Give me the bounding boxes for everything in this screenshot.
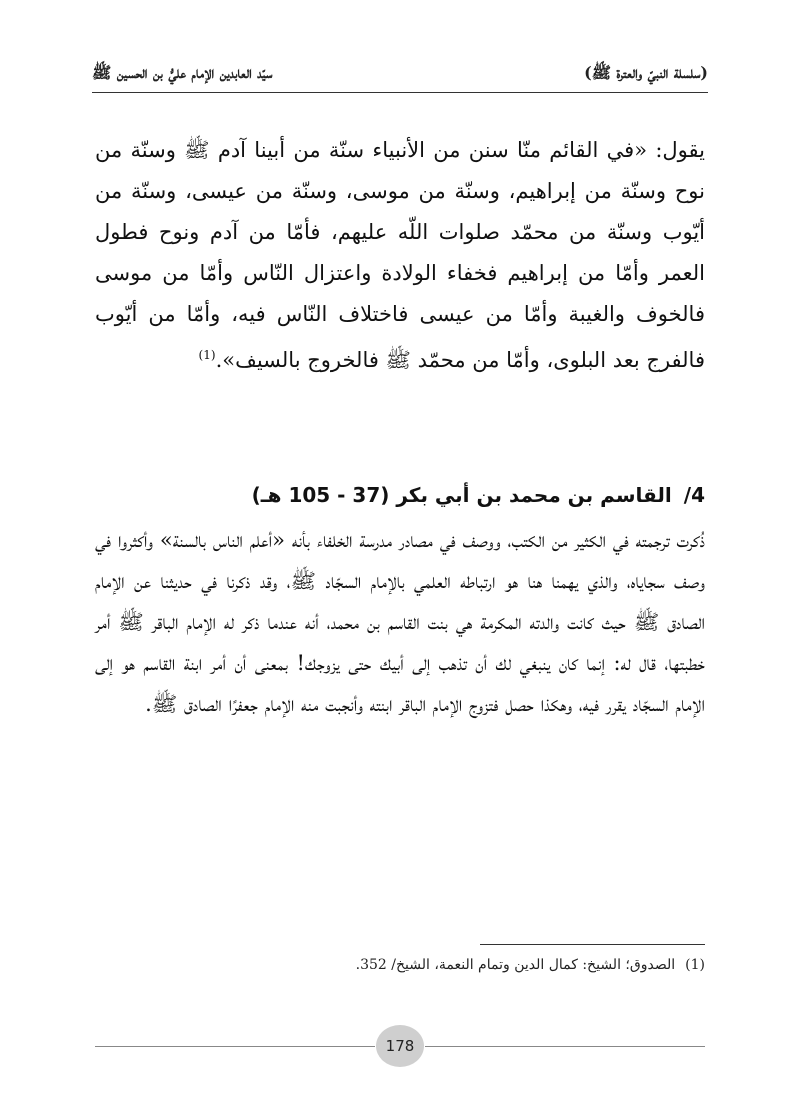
footer-rule-right	[425, 1046, 705, 1047]
footer-rule-left	[95, 1046, 375, 1047]
section-title-text: القاسم بن محمد بن أبي بكر (37 - 105 هـ)	[251, 483, 672, 507]
section-number: 4/	[683, 483, 705, 507]
footnote-text: الصدوق؛ الشيخ: كمال الدين وتمام النعمة، الشيخ/ 352.	[355, 957, 676, 973]
page-number-badge	[376, 1025, 424, 1067]
header-series-title: (سلسلة النبيّ والعترة ﷺ)	[584, 62, 708, 82]
footnote-mark: (1)	[685, 957, 705, 973]
page-number: 178	[385, 1037, 415, 1055]
paragraph: ذُكرت ترجمته في الكثير من الكتب، ووصف في مصادر مدرسة الخلفاء بأنه «أعلم الناس بالسنة» وأكثروا في وصف سجاياه، والذي يهمنا هنا هو ارتباطه العلمي بالإمام السجّاد ﷺ، وقد ذكرنا في حديثنا عن الإمام الصادق ﷺ حيث كانت والدته المكرمة هي بنت القاسم بن محمد، أنه عندما ذكر له الإمام الباقر ﷺ أمر خطبتها، قال له: إنما كان ينبغي لك أن تذهب إلى أبيك حتى يزوجك! بمعنى أن أمر ابنة القاسم هو إلى الإمام السجّاد يقرر فيه، وهكذا حصل فتزوج الإمام الباقر ابنته وأنجبت منه الإمام جعفرًا الصادق ﷺ.	[95, 528, 705, 716]
footnote-reference[interactable]: (1)	[198, 348, 216, 362]
paragraph	[95, 130, 705, 381]
header-divider	[92, 92, 708, 93]
running-header	[92, 60, 708, 88]
body-text-2	[95, 520, 705, 725]
footnote	[95, 954, 705, 976]
paragraph-text: يقول: «في القائم منّا سنن من الأنبياء سنّة من أبينا آدم ﷺ وسنّة من نوح وسنّة من إبراهيم، وسنّة من موسى، وسنّة من عيسى، وسنّة من أيّوب وسنّة من محمّد صلوات اللّه عليهم، فأمّا من آدم ونوح فطول العمر وأمّا من إبراهيم فخفاء الولادة واعتزال النّاس وأمّا من موسى فالخوف والغيبة وأمّا من عيسى فاختلاف النّاس فيه، وأمّا من أيّوب فالفرج بعد البلوى، وأمّا من محمّد ﷺ فالخروج بالسيف».	[95, 138, 705, 372]
header-book-title: سيّد العابدين الإمام عليُّ بن الحسين ﷺ	[92, 62, 273, 82]
body-text-1	[95, 130, 705, 381]
section-heading	[95, 477, 705, 513]
footnote-divider	[480, 944, 705, 945]
